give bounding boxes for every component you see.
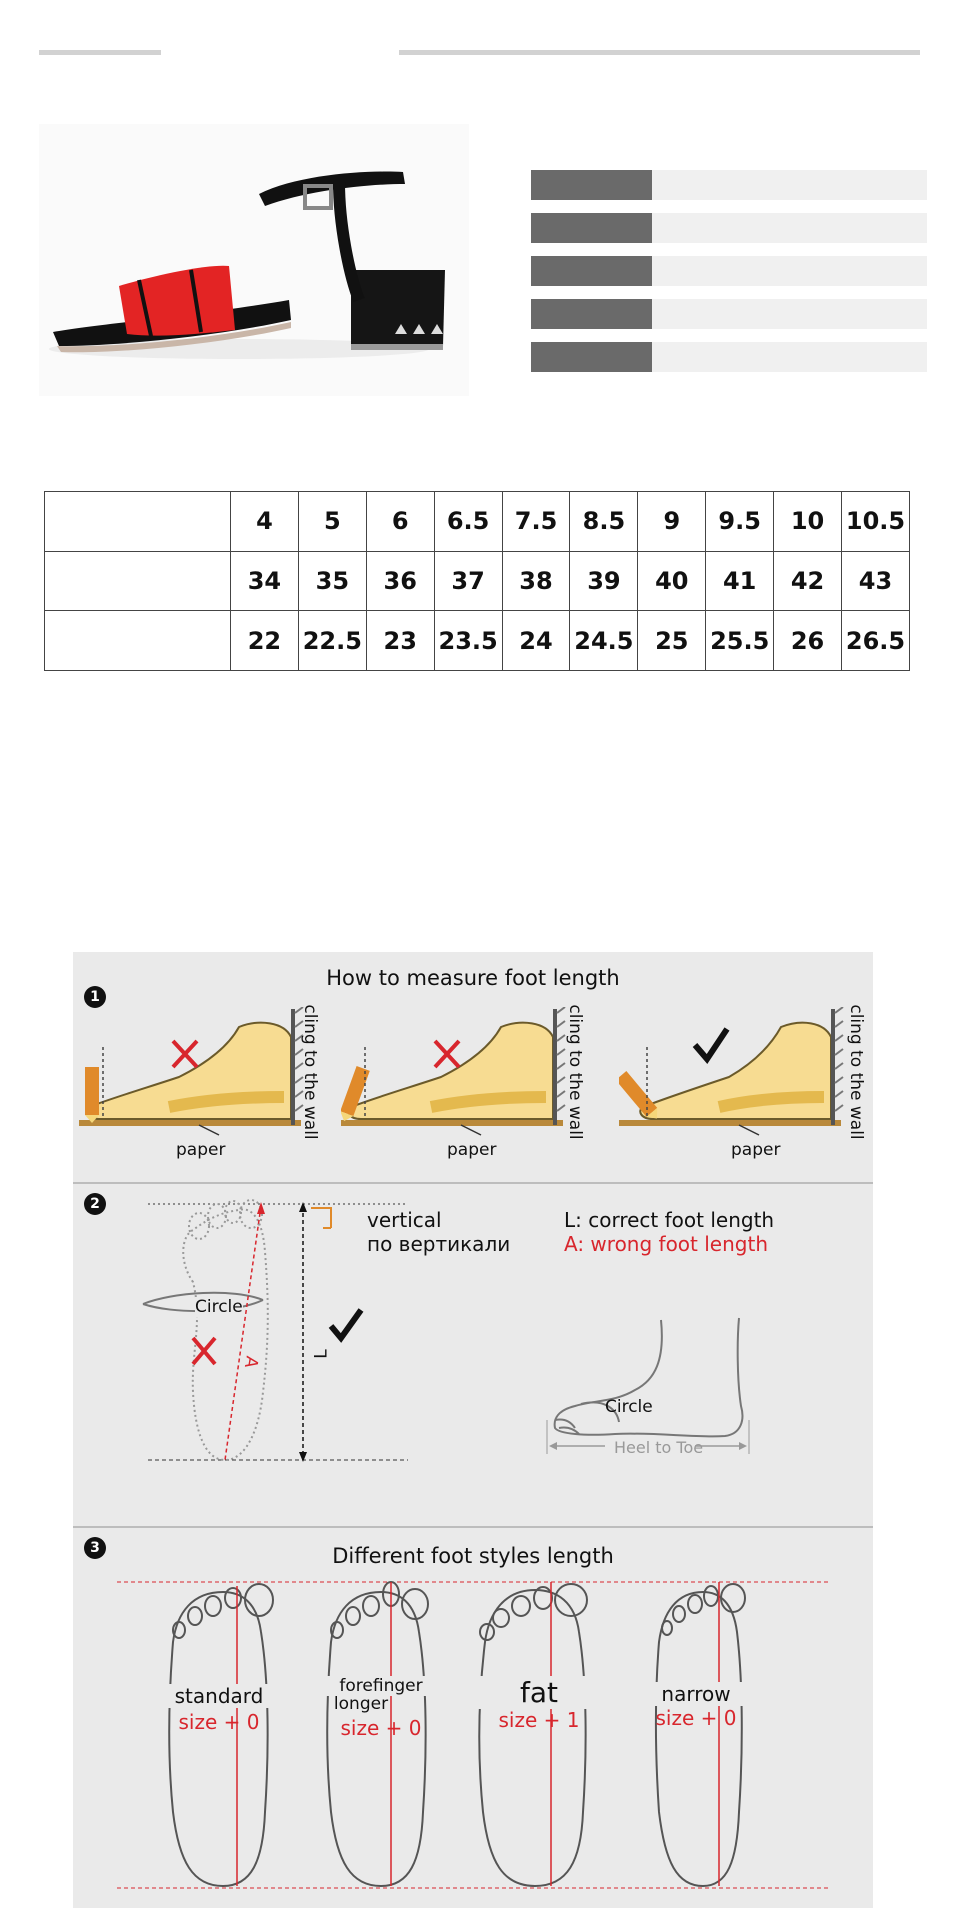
size-cell: 7.5 (502, 492, 570, 552)
size-cell: 24 (502, 611, 570, 671)
l-label: L (311, 1349, 332, 1359)
size-cell: 25 (638, 611, 706, 671)
correct-check-icon (331, 1310, 361, 1338)
size-cell: 34 (231, 551, 299, 611)
wrong-cross-icon (173, 1041, 197, 1067)
vertical-ru: по вертикали (367, 1232, 511, 1256)
correct-check-icon (695, 1029, 727, 1059)
size-cell: 37 (434, 551, 502, 611)
size-cell: 40 (638, 551, 706, 611)
paper-label: paper (176, 1140, 226, 1160)
style-standard-size: size + 0 (178, 1710, 260, 1734)
size-chart-table (44, 491, 910, 671)
foot-wrong-1 (79, 1007, 329, 1142)
size-cell: 10 (774, 492, 842, 552)
foot-standard (169, 1584, 273, 1886)
wall-label: cling to the wall (300, 1004, 320, 1140)
paper-label: paper (731, 1140, 781, 1160)
row-label (45, 611, 231, 671)
row-label (45, 492, 231, 552)
header-line-right (399, 50, 920, 55)
step-2-number: 2 (84, 1193, 106, 1215)
style-narrow-name: narrow (626, 1682, 766, 1706)
divider (73, 1526, 873, 1528)
circle-label: Circle (605, 1397, 653, 1417)
step-1-title: How to measure foot length (326, 966, 620, 990)
step-3-number: 3 (84, 1537, 106, 1559)
info-bar-4 (531, 299, 927, 329)
size-cell: 10.5 (842, 492, 910, 552)
table-row (45, 492, 910, 552)
foot-correct (619, 1007, 869, 1142)
size-cell: 24.5 (570, 611, 638, 671)
info-bar-2 (531, 213, 927, 243)
style-narrow-size: size + 0 (655, 1706, 737, 1730)
size-cell: 22 (231, 611, 299, 671)
size-cell: 26.5 (842, 611, 910, 671)
wrong-cross-icon (435, 1041, 459, 1067)
table-row (45, 611, 910, 671)
foot-fat (479, 1582, 587, 1886)
style-forefinger-size: size + 0 (340, 1716, 422, 1740)
size-cell: 35 (298, 551, 366, 611)
style-forefinger-name-2: longer (333, 1694, 389, 1714)
foot-narrow (656, 1582, 745, 1886)
size-cell: 41 (706, 551, 774, 611)
size-cell: 8.5 (570, 492, 638, 552)
info-bar-1 (531, 170, 927, 200)
size-cell: 9.5 (706, 492, 774, 552)
circle-label: Circle (195, 1297, 243, 1317)
header-line-left (39, 50, 161, 55)
size-cell: 4 (231, 492, 299, 552)
size-cell: 23 (366, 611, 434, 671)
size-cell: 38 (502, 551, 570, 611)
step-1-number: 1 (84, 986, 106, 1008)
size-cell: 6 (366, 492, 434, 552)
a-label: A (239, 1354, 262, 1370)
wrong-cross-icon (193, 1338, 215, 1364)
foot-wrong-2 (341, 1007, 591, 1142)
size-cell: 9 (638, 492, 706, 552)
heel-to-toe-label: Heel to Toe (614, 1438, 704, 1457)
table-row (45, 551, 910, 611)
info-bar-5 (531, 342, 927, 372)
size-cell: 23.5 (434, 611, 502, 671)
style-standard-name: standard (149, 1684, 289, 1708)
size-cell: 26 (774, 611, 842, 671)
step-3-title: Different foot styles length (332, 1544, 614, 1568)
divider (73, 1182, 873, 1184)
size-cell: 43 (842, 551, 910, 611)
wall-label: cling to the wall (846, 1004, 866, 1140)
product-image (39, 124, 469, 396)
size-cell: 22.5 (298, 611, 366, 671)
size-cell: 25.5 (706, 611, 774, 671)
vertical-en: vertical (367, 1208, 442, 1232)
row-label (45, 551, 231, 611)
wrong-length-label: A: wrong foot length (564, 1232, 768, 1256)
size-cell: 6.5 (434, 492, 502, 552)
sandal-illustration (39, 124, 469, 396)
style-fat-name: fat (469, 1676, 609, 1709)
style-forefinger-name-1: forefinger (311, 1676, 451, 1696)
size-cell: 39 (570, 551, 638, 611)
wall-label: cling to the wall (565, 1004, 585, 1140)
size-cell: 5 (298, 492, 366, 552)
correct-length-label: L: correct foot length (564, 1208, 775, 1232)
size-cell: 42 (774, 551, 842, 611)
size-cell: 36 (366, 551, 434, 611)
paper-label: paper (447, 1140, 497, 1160)
info-bar-3 (531, 256, 927, 286)
foot-styles-diagram (73, 1572, 873, 1908)
measure-guide (73, 952, 873, 1908)
style-fat-size: size + 1 (498, 1708, 580, 1732)
